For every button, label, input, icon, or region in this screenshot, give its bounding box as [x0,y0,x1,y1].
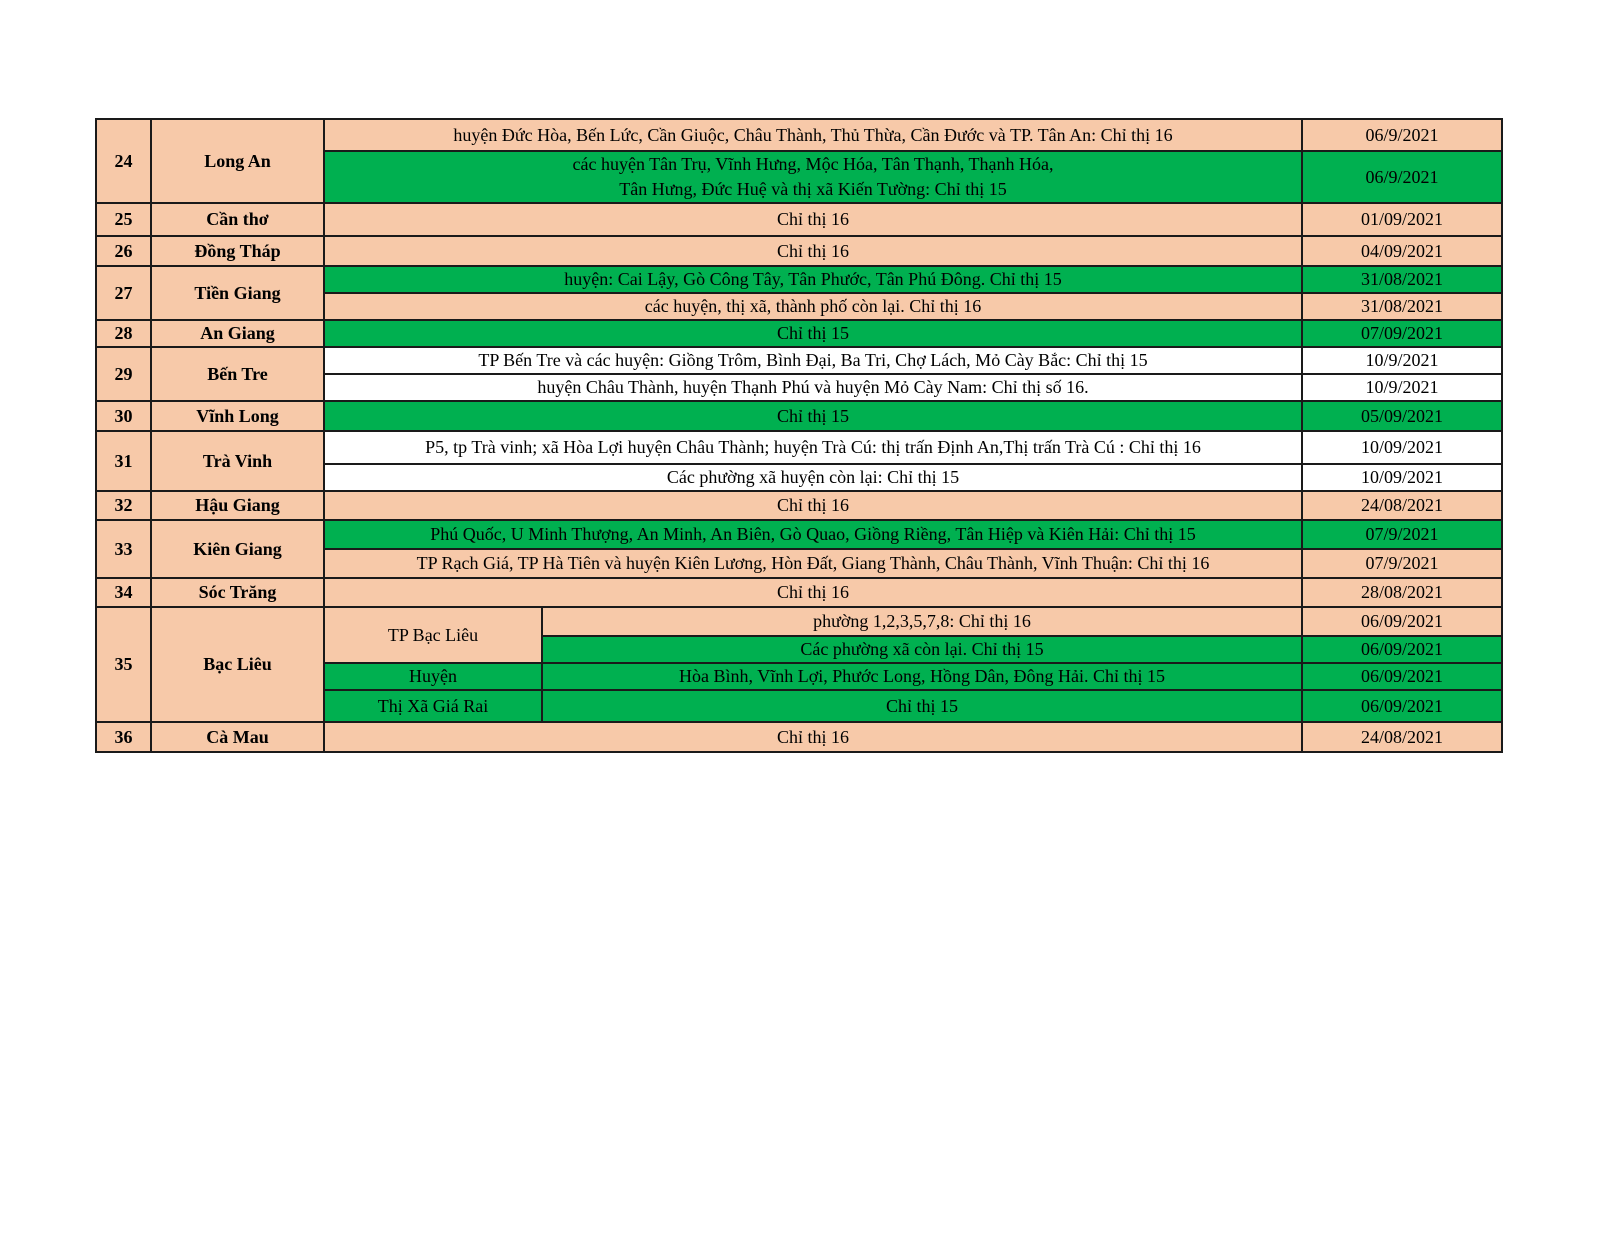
province-name: Long An [151,119,324,203]
province-name: Bạc Liêu [151,607,324,722]
effective-date: 06/09/2021 [1302,636,1502,663]
table-row [96,607,1502,636]
province-name: Vĩnh Long [151,401,324,431]
sub-area: Thị Xã Giá Rai [324,690,542,722]
row-number: 25 [96,203,151,236]
province-directive-table [95,118,1503,753]
table-row [96,320,1502,347]
directive-text: Chỉ thị 16 [324,203,1302,236]
directive-text: huyện Châu Thành, huyện Thạnh Phú và huyện Mỏ Cày Nam: Chỉ thị số 16. [324,374,1302,401]
effective-date: 24/08/2021 [1302,722,1502,752]
table-row [96,119,1502,151]
row-number: 34 [96,578,151,607]
directive-text: Phú Quốc, U Minh Thượng, An Minh, An Biên, Gò Quao, Giồng Riềng, Tân Hiệp và Kiên Hải: Chỉ thị 15 [324,520,1302,549]
row-number: 27 [96,266,151,320]
province-name: Trà Vinh [151,431,324,491]
table-row [96,236,1502,266]
table-row [96,401,1502,431]
effective-date: 07/9/2021 [1302,520,1502,549]
effective-date: 04/09/2021 [1302,236,1502,266]
directive-text [324,151,1302,203]
row-number: 31 [96,431,151,491]
directive-text-line: các huyện Tân Trụ, Vĩnh Hưng, Mộc Hóa, Tân Thạnh, Thạnh Hóa, [572,154,1054,174]
table-row [96,431,1502,464]
row-number: 30 [96,401,151,431]
effective-date: 05/09/2021 [1302,401,1502,431]
directive-text: P5, tp Trà vinh; xã Hòa Lợi huyện Châu Thành; huyện Trà Cú: thị trấn Định An,Thị trấn Trà Cú : Chỉ thị 16 [324,431,1302,464]
province-name: Hậu Giang [151,491,324,520]
directive-text: TP Rạch Giá, TP Hà Tiên và huyện Kiên Lương, Hòn Đất, Giang Thành, Châu Thành, Vĩnh Thuận: Chỉ thị 16 [324,549,1302,578]
row-number: 32 [96,491,151,520]
effective-date: 06/9/2021 [1302,151,1502,203]
effective-date: 07/09/2021 [1302,320,1502,347]
row-number: 36 [96,722,151,752]
directive-text: Chỉ thị 16 [324,578,1302,607]
province-name: Cà Mau [151,722,324,752]
directive-text: Chỉ thị 16 [324,722,1302,752]
directive-text-line: Tân Hưng, Đức Huệ và thị xã Kiến Tường: Chỉ thị 15 [619,179,1007,199]
directive-text: Các phường xã còn lại. Chỉ thị 15 [542,636,1302,663]
province-name: Kiên Giang [151,520,324,578]
sub-area: Huyện [324,663,542,690]
table-row [96,491,1502,520]
effective-date: 06/9/2021 [1302,119,1502,151]
table-row [96,203,1502,236]
province-name: Bến Tre [151,347,324,401]
directive-text: huyện Đức Hòa, Bến Lức, Cần Giuộc, Châu Thành, Thủ Thừa, Cần Đước và TP. Tân An: Chỉ thị 16 [324,119,1302,151]
effective-date: 10/9/2021 [1302,347,1502,374]
province-name: Sóc Trăng [151,578,324,607]
directive-text: Hòa Bình, Vĩnh Lợi, Phước Long, Hồng Dân, Đông Hải. Chỉ thị 15 [542,663,1302,690]
table-row [96,578,1502,607]
table-row [96,266,1502,293]
effective-date: 28/08/2021 [1302,578,1502,607]
effective-date: 06/09/2021 [1302,607,1502,636]
province-name: Tiền Giang [151,266,324,320]
directive-text: huyện: Cai Lậy, Gò Công Tây, Tân Phước, Tân Phú Đông. Chỉ thị 15 [324,266,1302,293]
effective-date: 10/9/2021 [1302,374,1502,401]
directive-text: các huyện, thị xã, thành phố còn lại. Chỉ thị 16 [324,293,1302,320]
directive-text: Chỉ thị 15 [542,690,1302,722]
province-name: An Giang [151,320,324,347]
table-row [96,520,1502,549]
effective-date: 10/09/2021 [1302,464,1502,491]
effective-date: 01/09/2021 [1302,203,1502,236]
row-number: 35 [96,607,151,722]
directive-text: Chỉ thị 16 [324,491,1302,520]
effective-date: 06/09/2021 [1302,690,1502,722]
province-name: Cần thơ [151,203,324,236]
directive-text: phường 1,2,3,5,7,8: Chỉ thị 16 [542,607,1302,636]
row-number: 24 [96,119,151,203]
effective-date: 31/08/2021 [1302,266,1502,293]
province-name: Đồng Tháp [151,236,324,266]
directive-text: Chỉ thị 16 [324,236,1302,266]
effective-date: 07/9/2021 [1302,549,1502,578]
directive-text: TP Bến Tre và các huyện: Giồng Trôm, Bình Đại, Ba Tri, Chợ Lách, Mỏ Cày Bắc: Chỉ thị 15 [324,347,1302,374]
table-row [96,347,1502,374]
effective-date: 06/09/2021 [1302,663,1502,690]
effective-date: 31/08/2021 [1302,293,1502,320]
row-number: 26 [96,236,151,266]
directive-text: Chỉ thị 15 [324,320,1302,347]
effective-date: 24/08/2021 [1302,491,1502,520]
directive-text: Các phường xã huyện còn lại: Chỉ thị 15 [324,464,1302,491]
row-number: 28 [96,320,151,347]
sub-area: TP Bạc Liêu [324,607,542,663]
effective-date: 10/09/2021 [1302,431,1502,464]
row-number: 33 [96,520,151,578]
row-number: 29 [96,347,151,401]
table-row [96,722,1502,752]
directive-text: Chỉ thị 15 [324,401,1302,431]
